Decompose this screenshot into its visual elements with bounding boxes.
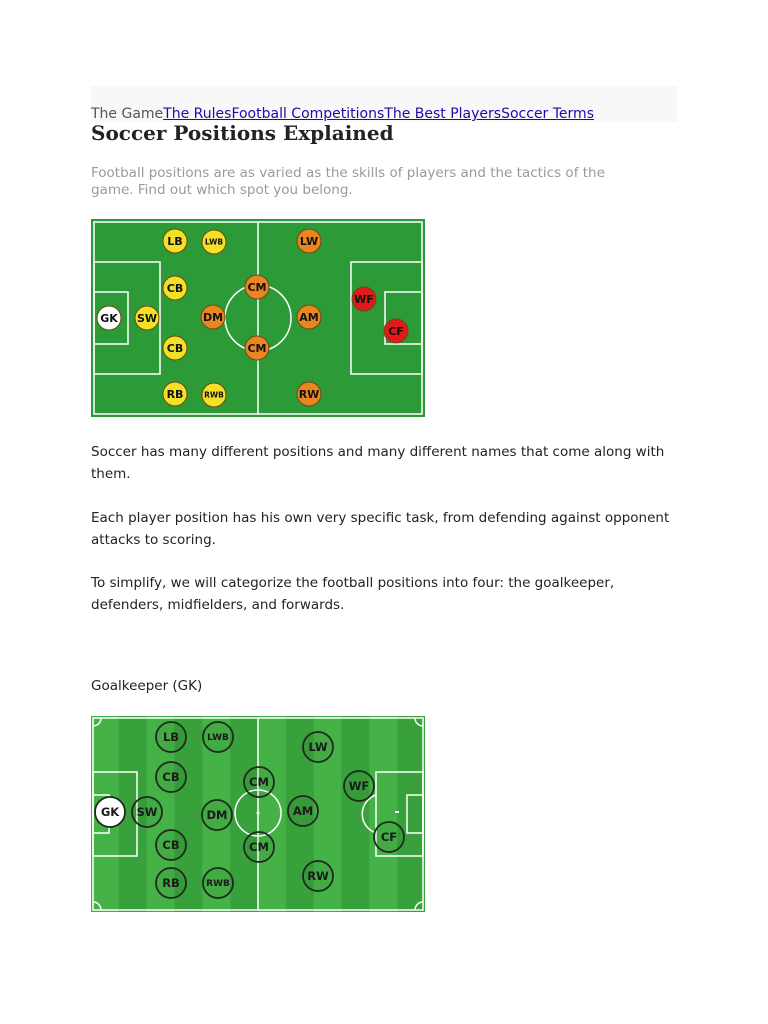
position-token-rw	[297, 382, 321, 406]
positions-diagram-colored	[91, 219, 425, 417]
position-token-wf	[352, 287, 376, 311]
pitch-colored	[91, 219, 425, 417]
position-label: CB	[166, 341, 184, 355]
position-label: CB	[162, 838, 180, 853]
position-token-lb	[163, 229, 187, 253]
position-label: LW	[299, 234, 319, 248]
nav-link-best-players[interactable]: The Best Players	[384, 106, 502, 122]
position-label: WF	[348, 779, 370, 794]
position-label: WF	[354, 292, 374, 306]
centre-spot	[257, 812, 260, 815]
penalty-spot	[395, 811, 399, 813]
position-token-sw	[135, 306, 159, 330]
position-token-cf	[374, 822, 404, 852]
position-label: AM	[292, 804, 314, 819]
position-label: CB	[166, 281, 184, 295]
position-token-lw	[303, 732, 333, 762]
position-token-cb	[163, 276, 187, 300]
position-token-cf	[384, 319, 408, 343]
top-navigation	[91, 86, 677, 122]
position-label: RW	[307, 869, 329, 884]
position-token-rw	[303, 861, 333, 891]
position-token-lwb	[202, 230, 226, 254]
position-label: CM	[249, 775, 269, 790]
position-label: AM	[299, 310, 319, 324]
position-token-wf	[344, 771, 374, 801]
position-token-cm	[245, 336, 269, 360]
position-token-cb	[156, 762, 186, 792]
page-title: Soccer Positions Explained	[91, 121, 394, 145]
position-label: SW	[136, 805, 158, 820]
position-token-lwb	[203, 722, 233, 752]
pitch-stripe	[342, 716, 370, 912]
position-token-cb	[163, 336, 187, 360]
position-label: SW	[136, 311, 158, 325]
position-token-rb	[163, 382, 187, 406]
position-token-lw	[297, 229, 321, 253]
paragraph-positions-categories: To simplify, we will categorize the football positions into four: the goalkeeper, defenders, midfielders, and forwards.	[91, 575, 615, 613]
position-token-cm	[244, 832, 274, 862]
section-heading-goalkeeper: Goalkeeper (GK)	[91, 678, 203, 694]
position-label: RWB	[206, 879, 230, 890]
nav-item-the-game[interactable]: The Game	[91, 106, 164, 122]
intro-text: Football positions are as varied as the skills of players and the tactics of the game. Find out which spot you belong.	[91, 165, 605, 198]
position-label: LB	[167, 234, 183, 248]
position-label: DM	[202, 310, 224, 324]
position-token-gk	[97, 306, 121, 330]
pitch-striped	[91, 716, 425, 912]
paragraph-positions-names: Soccer has many different positions and many different names that come along with them.	[91, 444, 665, 482]
position-label: GK	[100, 805, 120, 820]
position-label: RWB	[204, 390, 224, 400]
position-token-cb	[156, 830, 186, 860]
position-label: CM	[249, 840, 269, 855]
position-token-am	[297, 305, 321, 329]
position-label: LWB	[207, 733, 229, 744]
position-label: RW	[298, 387, 320, 401]
nav-link-soccer-terms[interactable]: Soccer Terms	[501, 106, 594, 122]
position-label: LB	[162, 730, 180, 745]
positions-diagram-goalkeeper	[91, 716, 425, 912]
paragraph-positions-tasks: Each player position has his own very specific task, from defending against opponent attacks to scoring.	[91, 510, 670, 548]
position-token-rb	[156, 868, 186, 898]
position-label: GK	[100, 311, 118, 325]
position-label: LW	[308, 740, 328, 755]
position-token-rwb	[203, 868, 233, 898]
position-label: CF	[388, 324, 404, 338]
position-token-dm	[201, 305, 225, 329]
position-label: CM	[247, 280, 267, 294]
position-token-rwb	[202, 383, 226, 407]
position-token-cm	[245, 275, 269, 299]
position-token-gk	[95, 797, 125, 827]
position-token-lb	[156, 722, 186, 752]
position-label: CF	[380, 830, 398, 845]
position-label: RB	[166, 387, 184, 401]
position-label: RB	[162, 876, 180, 891]
pitch-stripe	[397, 716, 425, 912]
nav-link-football-competitions[interactable]: Football Competitions	[231, 106, 385, 122]
position-token-dm	[202, 800, 232, 830]
pitch-stripe	[369, 716, 397, 912]
position-token-sw	[132, 797, 162, 827]
position-token-cm	[244, 767, 274, 797]
position-label: DM	[206, 808, 228, 823]
position-label: CB	[162, 770, 180, 785]
nav-link-the-rules[interactable]: The Rules	[163, 106, 232, 122]
position-token-am	[288, 796, 318, 826]
pitch-stripe	[258, 716, 286, 912]
position-label: LWB	[204, 237, 224, 247]
position-label: CM	[247, 341, 267, 355]
